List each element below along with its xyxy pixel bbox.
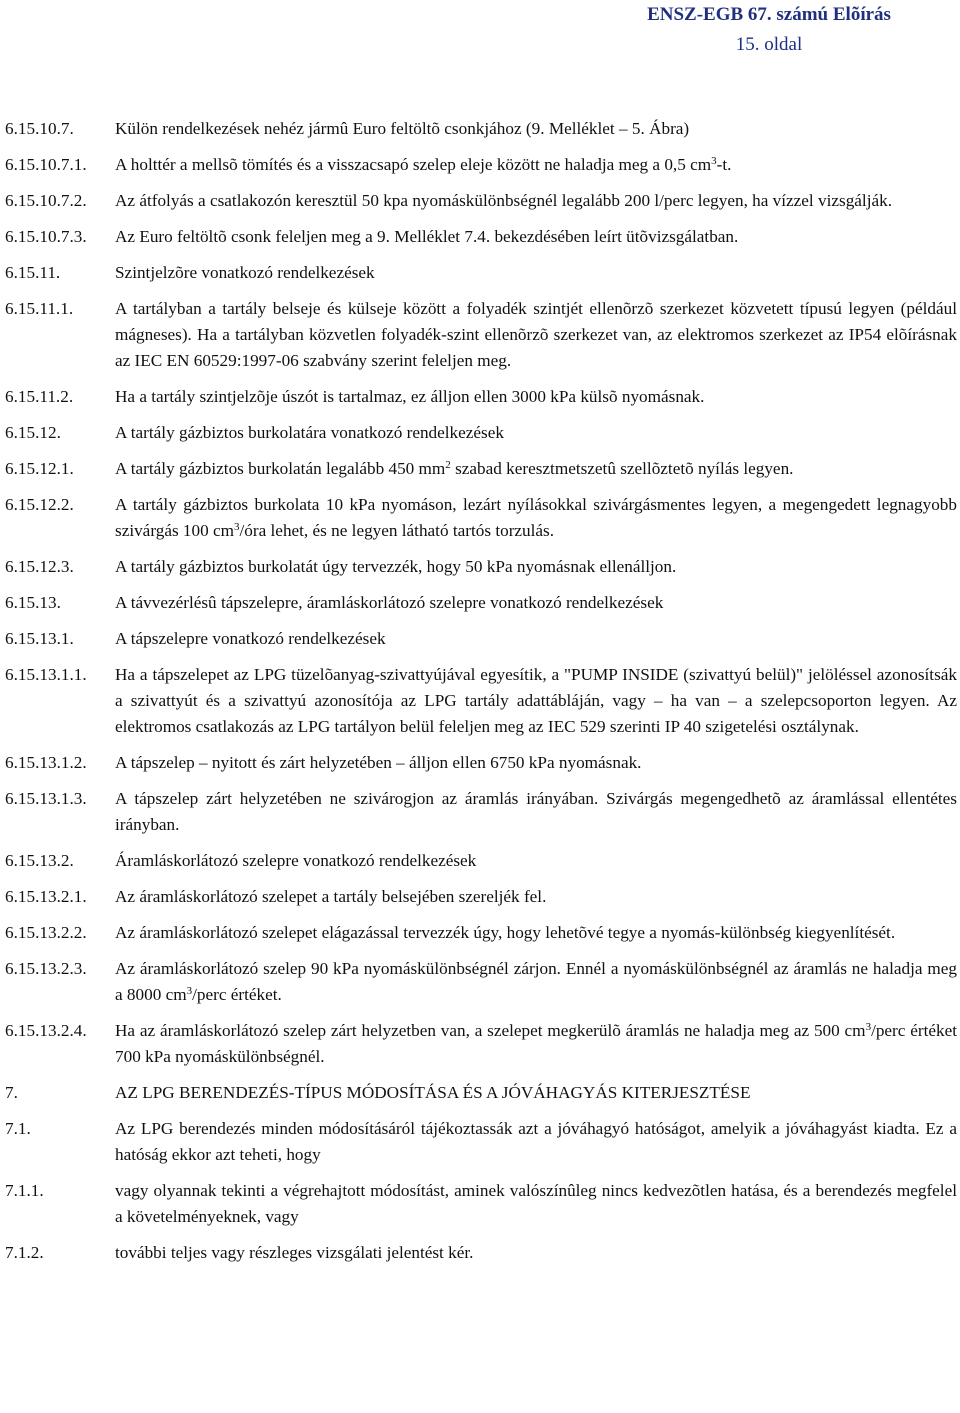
text-run: Az átfolyás a csatlakozón keresztül 50 kpa nyomáskülönbségnél legalább 200 l/perc legyen, ha vízzel vizsgálják. bbox=[115, 191, 892, 210]
text-run: A tartály gázbiztos burkolatán legalább 450 mm bbox=[115, 459, 446, 478]
paragraph-row bbox=[5, 662, 957, 740]
section-number: 6.15.13.2.2. bbox=[5, 923, 87, 942]
page-header bbox=[604, 0, 934, 60]
text-run: A tápszelep zárt helyzetében ne szivárogjon az áramlás irányában. Szivárgás megengedhetõ az áramlással ellentétes irányban. bbox=[115, 789, 957, 834]
text-run: /perc értéket. bbox=[192, 985, 282, 1004]
section-text bbox=[115, 1240, 957, 1266]
section-text bbox=[115, 848, 957, 874]
section-text bbox=[115, 590, 957, 616]
section-text bbox=[115, 456, 957, 482]
paragraph-row bbox=[5, 420, 957, 446]
section-number: 6.15.13.2.3. bbox=[5, 959, 87, 978]
section-number: 6.15.10.7.2. bbox=[5, 191, 87, 210]
paragraph-row bbox=[5, 1018, 957, 1070]
page-number: 15. oldal bbox=[735, 34, 803, 55]
section-text bbox=[115, 116, 957, 142]
text-run: Az áramláskorlátozó szelepet a tartály belsejében szereljék fel. bbox=[115, 887, 547, 906]
text-run: A tartály gázbiztos burkolatát úgy tervezzék, hogy 50 kPa nyomásnak ellenálljon. bbox=[115, 557, 677, 576]
paragraph-row bbox=[5, 152, 957, 178]
paragraph-row bbox=[5, 750, 957, 776]
text-run: Az Euro feltöltõ csonk feleljen meg a 9. Melléklet 7.4. bekezdésében leírt ütõvizsgálatban. bbox=[115, 227, 739, 246]
section-text bbox=[115, 662, 957, 740]
text-run: Az LPG berendezés minden módosításáról tájékoztassák azt a jóváhagyó hatóságot, amelyik a jóváhagyást kiadta. Ez a hatóság ekkor azt teheti, hogy bbox=[115, 1119, 957, 1164]
text-run: AZ LPG BERENDEZÉS-TÍPUS MÓDOSÍTÁSA ÉS A JÓVÁHAGYÁS KITERJESZTÉSE bbox=[115, 1083, 751, 1102]
section-text bbox=[115, 1018, 957, 1070]
superscript: 2 bbox=[445, 459, 451, 471]
paragraph-row bbox=[5, 590, 957, 616]
paragraph-row bbox=[5, 848, 957, 874]
text-run: A tartály gázbiztos burkolatára vonatkozó rendelkezések bbox=[115, 423, 504, 442]
text-run: további teljes vagy részleges vizsgálati jelentést kér. bbox=[115, 1243, 474, 1262]
section-number: 6.15.12.2. bbox=[5, 495, 74, 514]
text-run: /óra lehet, és ne legyen látható tartós torzulás. bbox=[239, 521, 555, 540]
section-number: 6.15.13. bbox=[5, 593, 61, 612]
section-text bbox=[115, 420, 957, 446]
section-number: 6.15.10.7. bbox=[5, 119, 74, 138]
section-text bbox=[115, 554, 957, 580]
section-number: 6.15.13.1.2. bbox=[5, 753, 87, 772]
paragraph-row bbox=[5, 554, 957, 580]
section-number: 6.15.10.7.3. bbox=[5, 227, 87, 246]
section-number: 7.1. bbox=[5, 1119, 31, 1138]
text-run: A holttér a mellsõ tömítés és a visszacsapó szelep eleje között ne haladja meg a 0,5 cm bbox=[115, 155, 712, 174]
section-number: 6.15.12. bbox=[5, 423, 61, 442]
section-text bbox=[115, 786, 957, 838]
paragraph-row bbox=[5, 1116, 957, 1168]
text-run: A tartály gázbiztos burkolata 10 kPa nyomáson, lezárt nyílásokkal szivárgásmentes legyen, a megengedett legnagyobb szivárgás 100 cm bbox=[115, 495, 957, 540]
section-text bbox=[115, 884, 957, 910]
section-number: 7.1.2. bbox=[5, 1243, 44, 1262]
section-text bbox=[115, 1178, 957, 1230]
text-run: Áramláskorlátozó szelepre vonatkozó rendelkezések bbox=[115, 851, 477, 870]
section-number: 6.15.13.2.1. bbox=[5, 887, 87, 906]
text-run: Ha az áramláskorlátozó szelep zárt helyzetben van, a szelepet megkerülõ áramlás ne haladja meg az 500 cm bbox=[115, 1021, 866, 1040]
text-run: Ha a tartály szintjelzõje úszót is tartalmaz, ez álljon ellen 3000 kPa külsõ nyomásnak. bbox=[115, 387, 705, 406]
section-text bbox=[115, 224, 957, 250]
text-run: Az áramláskorlátozó szelepet elágazással tervezzék úgy, hogy lehetõvé tegye a nyomás-különbség kiegyenlítését. bbox=[115, 923, 896, 942]
document-title: ENSZ-EGB 67. számú Elõírás bbox=[647, 4, 891, 25]
superscript: 3 bbox=[711, 155, 717, 167]
paragraph-row bbox=[5, 956, 957, 1008]
section-text bbox=[115, 626, 957, 652]
paragraph-row bbox=[5, 116, 957, 142]
text-run: Az áramláskorlátozó szelep 90 kPa nyomáskülönbségnél zárjon. Ennél a nyomáskülönbségnél az áramlás ne haladja meg a 8000 cm bbox=[115, 959, 957, 1004]
text-run: Külön rendelkezések nehéz jármû Euro feltöltõ csonkjához (9. Melléklet – 5. Ábra) bbox=[115, 119, 690, 138]
paragraph-row bbox=[5, 1240, 957, 1266]
paragraph-row bbox=[5, 260, 957, 286]
text-run: vagy olyannak tekinti a végrehajtott módosítást, aminek valószínûleg nincs kedvezõtlen hatása, és a berendezés megfelel a követelményeknek, vagy bbox=[115, 1181, 957, 1226]
section-text bbox=[115, 1080, 957, 1106]
paragraph-row bbox=[5, 786, 957, 838]
section-number: 6.15.11.2. bbox=[5, 387, 74, 406]
superscript: 3 bbox=[234, 521, 240, 533]
section-text bbox=[115, 750, 957, 776]
section-number: 6.15.13.1.3. bbox=[5, 789, 87, 808]
paragraph-row bbox=[5, 884, 957, 910]
section-text bbox=[115, 188, 957, 214]
text-run: A tartályban a tartály belseje és külseje között a folyadék szintjét ellenõrzõ szerkezet közvetett típusú legyen (például mágneses). Ha a tartályban közvetlen folyadék-szint ellenõrzõ szerkezet van, az elektromos szerkezet az IP54 elõírásnak az IEC EN 60529:1997-06 szabvány szerint feleljen meg. bbox=[115, 299, 957, 370]
document-body bbox=[5, 116, 957, 1276]
paragraph-row bbox=[5, 296, 957, 374]
section-text bbox=[115, 260, 957, 286]
paragraph-row bbox=[5, 1178, 957, 1230]
text-run: -t. bbox=[716, 155, 732, 174]
paragraph-row bbox=[5, 224, 957, 250]
text-run: szabad keresztmetszetû szellõztetõ nyílás legyen. bbox=[450, 459, 794, 478]
section-text bbox=[115, 384, 957, 410]
section-text bbox=[115, 296, 957, 374]
section-number: 6.15.11.1. bbox=[5, 299, 74, 318]
paragraph-row bbox=[5, 456, 957, 482]
section-number: 6.15.13.2. bbox=[5, 851, 74, 870]
superscript: 3 bbox=[865, 1021, 872, 1033]
section-text bbox=[115, 920, 957, 946]
paragraph-row bbox=[5, 626, 957, 652]
text-run: A tápszelep – nyitott és zárt helyzetében – álljon ellen 6750 kPa nyomásnak. bbox=[115, 753, 642, 772]
text-run: Ha a tápszelepet az LPG tüzelõanyag-szivattyújával egyesítik, a "PUMP INSIDE (szivattyú belül)" jelöléssel azonosítsák a szivattyút és a szivattyú azonosítója az LPG tartály adattábláján, vagy – ha van – a szelepcsoporton legyen. Az elektromos csatlakozás az LPG tartályon belül feleljen meg az IEC 529 szerinti IP 40 szigetelési osztálynak. bbox=[115, 665, 957, 736]
text-run: A távvezérlésû tápszelepre, áramláskorlátozó szelepre vonatkozó rendelkezések bbox=[115, 593, 664, 612]
section-text bbox=[115, 956, 957, 1008]
text-run: /perc értéket 700 kPa nyomáskülönbségnél. bbox=[115, 1021, 957, 1066]
section-text bbox=[115, 492, 957, 544]
superscript: 3 bbox=[186, 985, 193, 997]
text-run: Szintjelzõre vonatkozó rendelkezések bbox=[115, 263, 375, 282]
section-text bbox=[115, 152, 957, 178]
section-number: 6.15.10.7.1. bbox=[5, 155, 87, 174]
paragraph-row bbox=[5, 384, 957, 410]
section-number: 6.15.12.3. bbox=[5, 557, 74, 576]
section-number: 7. bbox=[5, 1083, 18, 1102]
section-number: 6.15.13.1. bbox=[5, 629, 74, 648]
paragraph-row bbox=[5, 920, 957, 946]
text-run: A tápszelepre vonatkozó rendelkezések bbox=[115, 629, 386, 648]
section-number: 6.15.12.1. bbox=[5, 459, 74, 478]
section-number: 6.15.13.2.4. bbox=[5, 1021, 87, 1040]
section-number: 6.15.13.1.1. bbox=[5, 665, 87, 684]
section-number: 6.15.11. bbox=[5, 263, 61, 282]
paragraph-row bbox=[5, 492, 957, 544]
section-text bbox=[115, 1116, 957, 1168]
section-number: 7.1.1. bbox=[5, 1181, 44, 1200]
paragraph-row bbox=[5, 1080, 957, 1106]
paragraph-row bbox=[5, 188, 957, 214]
